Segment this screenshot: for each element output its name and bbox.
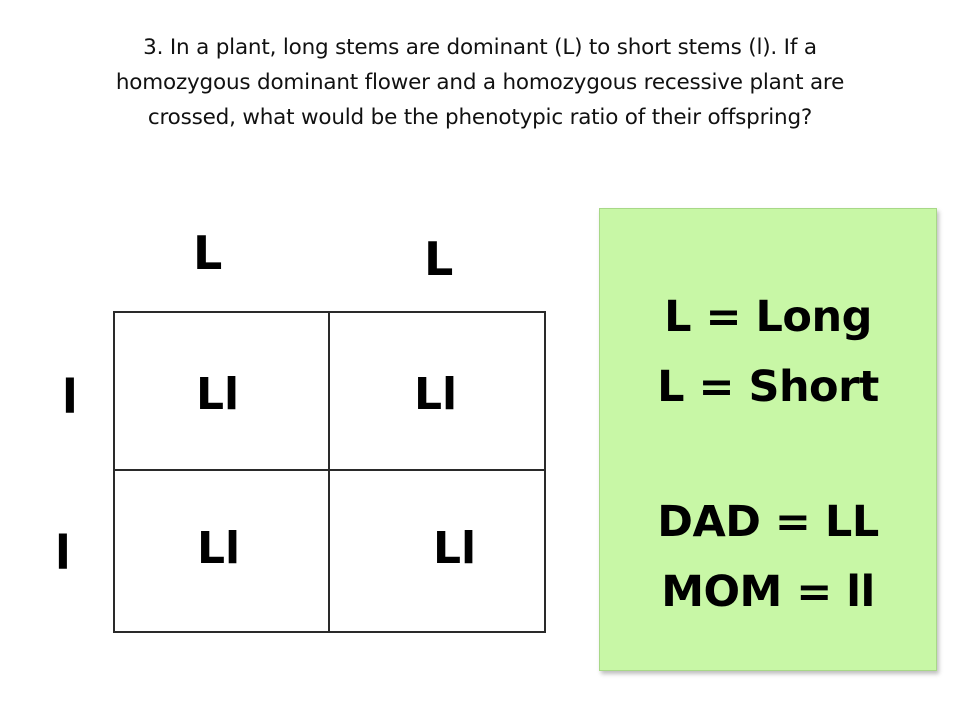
punnett-cell-2-2 [330,471,544,631]
side-allele-2: l [55,526,71,580]
side-allele-1: l [62,370,78,424]
genotype-2-1: Ll [197,523,241,574]
question-line-3: crossed, what would be the phenotypic ratio of their offspring? [147,105,813,130]
top-allele-1: L [193,226,223,280]
punnett-cell-1-1 [115,313,330,471]
question-line-2: homozygous dominant flower and a homozygous recessive plant are [115,70,845,95]
key-long: L = Long [664,292,872,342]
punnett-square [113,311,546,633]
question-line-1: 3. In a plant, long stems are dominant (L) to short stems (l). If a [143,35,817,60]
genotype-2-2: Ll [433,523,477,574]
key-dad: DAD = LL [657,497,879,547]
key-short: L = Short [657,362,879,412]
top-allele-2: L [424,232,454,286]
allele-key-box [599,208,937,671]
genotype-1-1: Ll [196,369,240,420]
punnett-cell-1-2 [330,313,544,471]
punnett-cell-2-1 [115,471,330,631]
key-mom: MOM = ll [661,567,875,617]
question-text [20,30,940,135]
genotype-1-2: Ll [414,369,458,420]
